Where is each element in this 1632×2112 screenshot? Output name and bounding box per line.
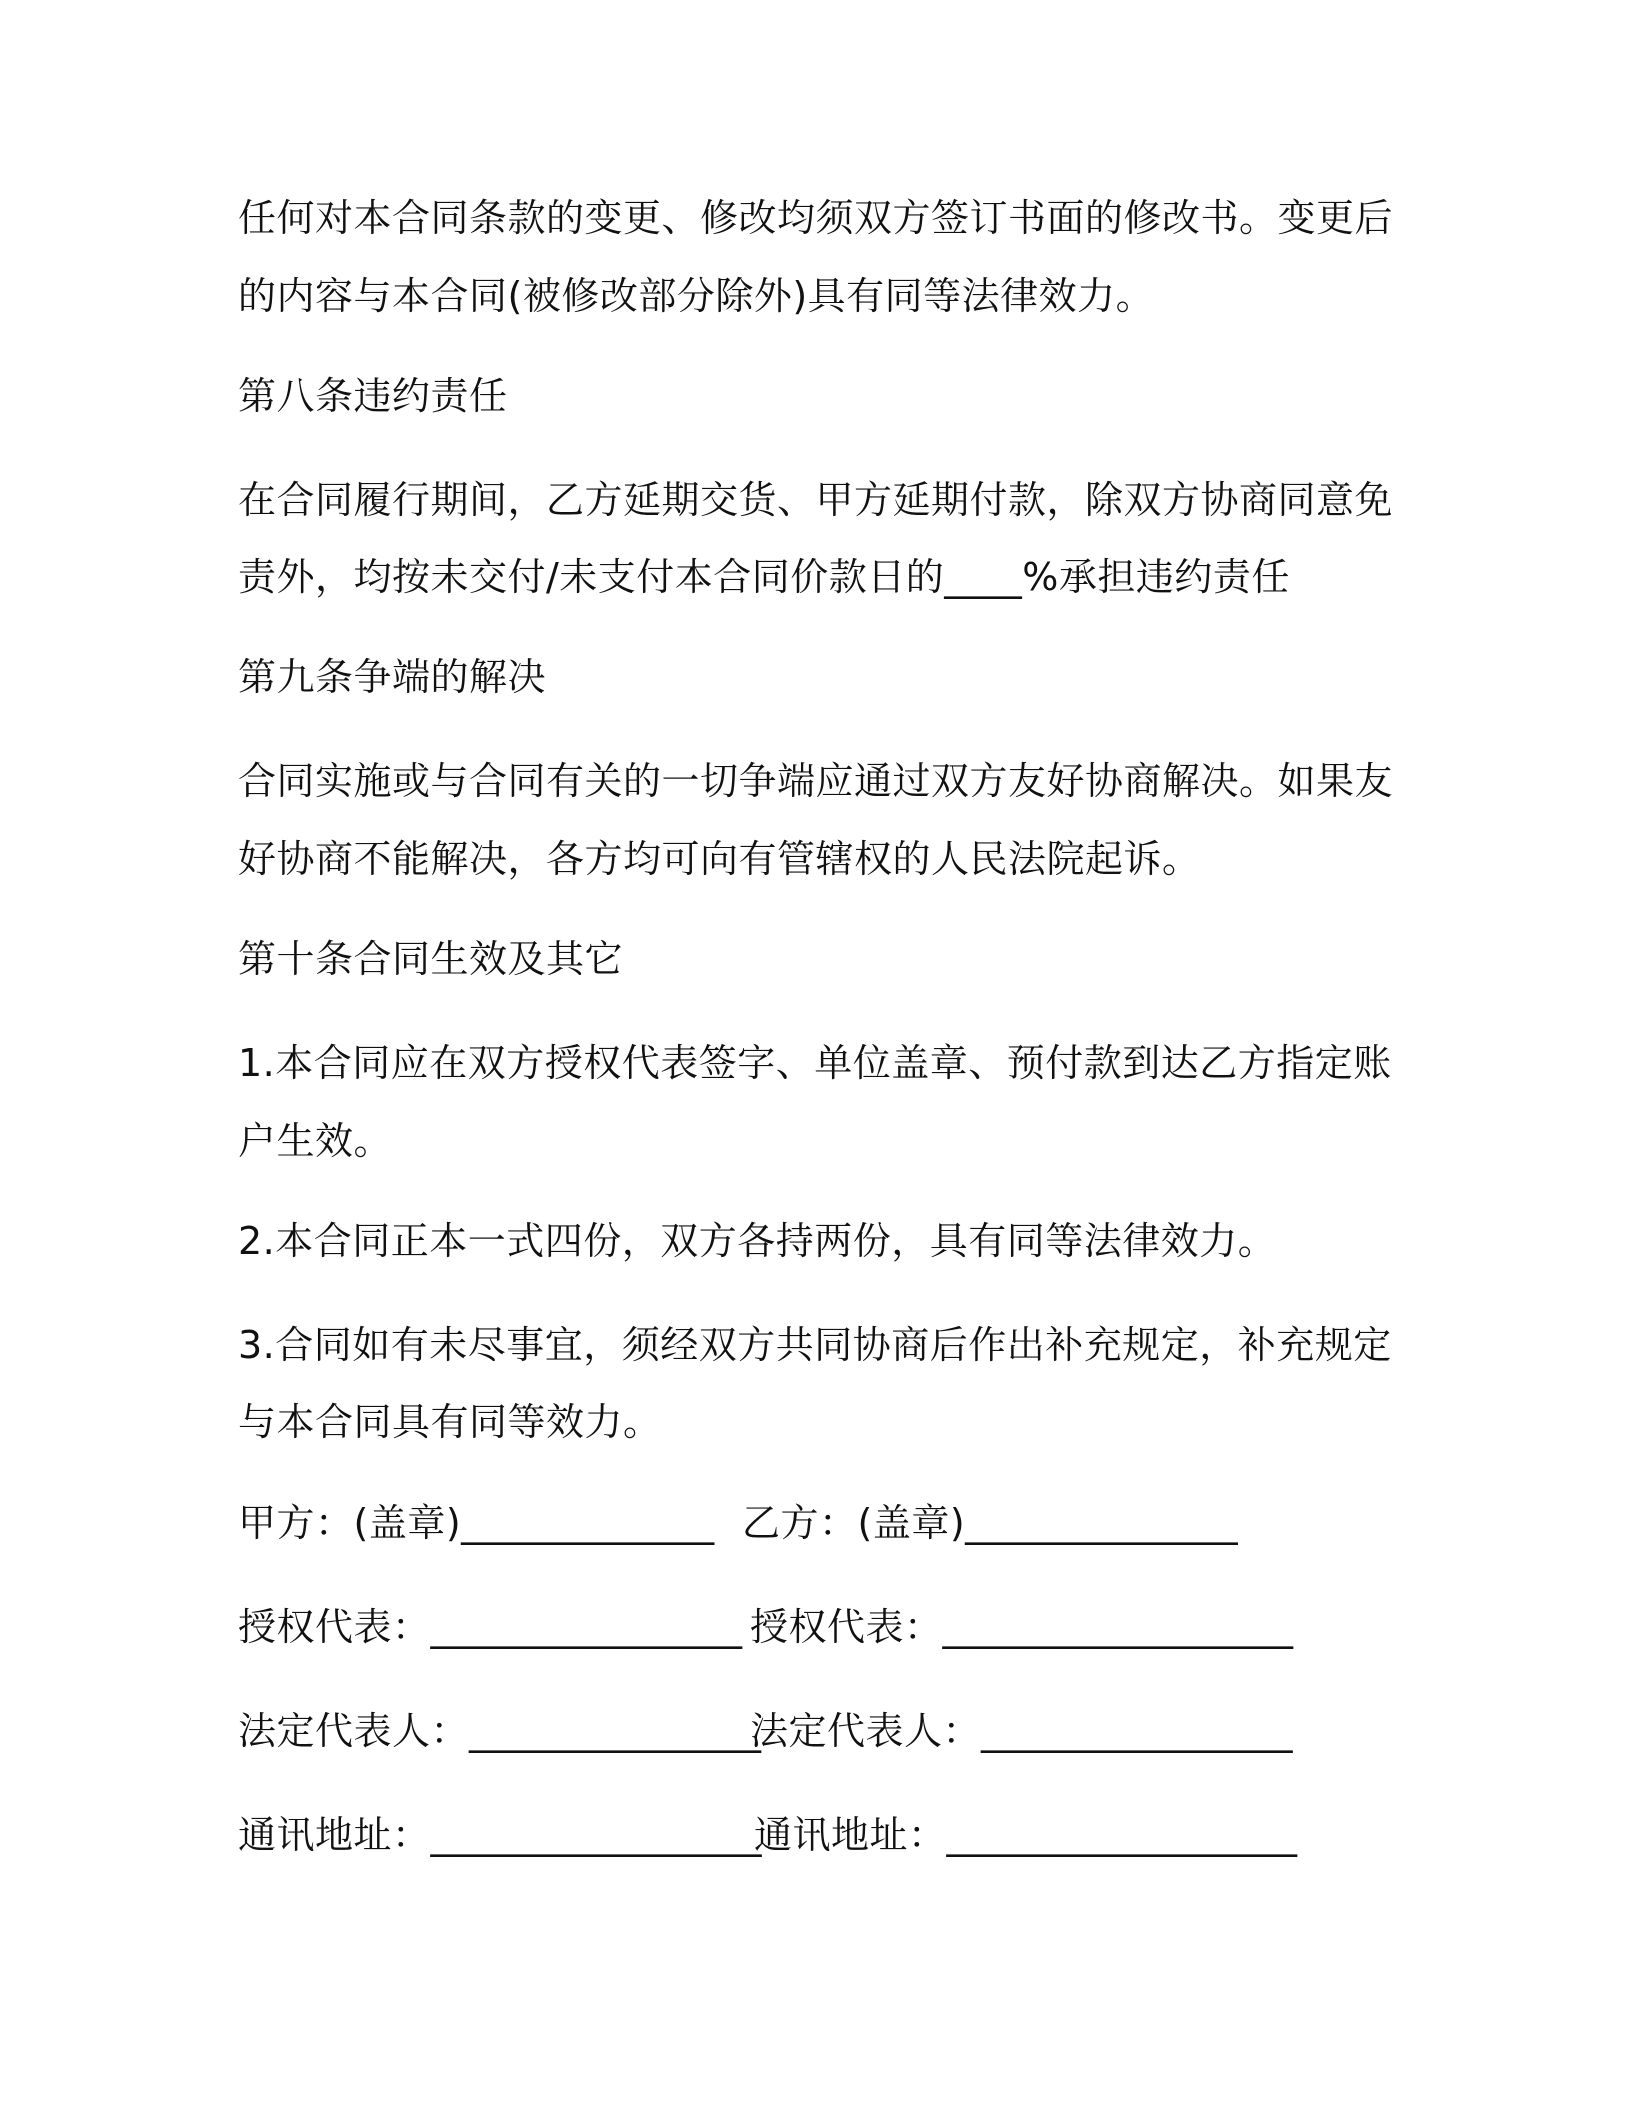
party-a-legal-rep-field: 法定代表人：_______________: [238, 1709, 762, 1753]
paragraph-line: 合同实施或与合同有关的一切争端应通过双方友好协商解决。如果友: [238, 759, 1394, 803]
paragraph-line: 3.合同如有未尽事宜，须经双方共同协商后作出补充规定，补充规定: [238, 1323, 1392, 1367]
section-heading: 第八条违约责任: [238, 374, 508, 418]
paragraph-line: 2.本合同正本一式四份，双方各持两份，具有同等法律效力。: [238, 1219, 1277, 1263]
party-b-address-field: 通讯地址：__________________: [754, 1813, 1298, 1857]
paragraph-line: 好协商不能解决，各方均可向有管辖权的人民法院起诉。: [238, 837, 1201, 881]
party-b-authorized-rep-field: 授权代表：__________________: [750, 1605, 1294, 1649]
paragraph-line: 1.本合同应在双方授权代表签字、单位盖章、预付款到达乙方指定账: [238, 1041, 1392, 1085]
paragraph-line: 户生效。: [238, 1119, 393, 1163]
section-heading: 第九条争端的解决: [238, 655, 547, 699]
party-a-address-field: 通讯地址：_________________: [238, 1813, 763, 1857]
paragraph-line: 在合同履行期间，乙方延期交货、甲方延期付款，除双方协商同意免: [238, 478, 1394, 522]
party-a-authorized-rep-field: 授权代表：________________: [238, 1605, 743, 1649]
paragraph-line: 的内容与本合同(被修改部分除外)具有同等法律效力。: [238, 274, 1155, 318]
section-heading: 第十条合同生效及其它: [238, 937, 624, 981]
party-b-seal-field: 乙方：(盖章)______________: [742, 1501, 1239, 1545]
paragraph-line: 与本合同具有同等效力。: [238, 1400, 662, 1444]
paragraph-line: 任何对本合同条款的变更、修改均须双方签订书面的修改书。变更后: [238, 196, 1394, 240]
party-b-legal-rep-field: 法定代表人：________________: [750, 1709, 1294, 1753]
paragraph-line: 责外，均按未交付/未支付本合同价款日的____%承担违约责任: [238, 555, 1290, 599]
party-a-seal-field: 甲方：(盖章)_____________: [238, 1501, 715, 1545]
